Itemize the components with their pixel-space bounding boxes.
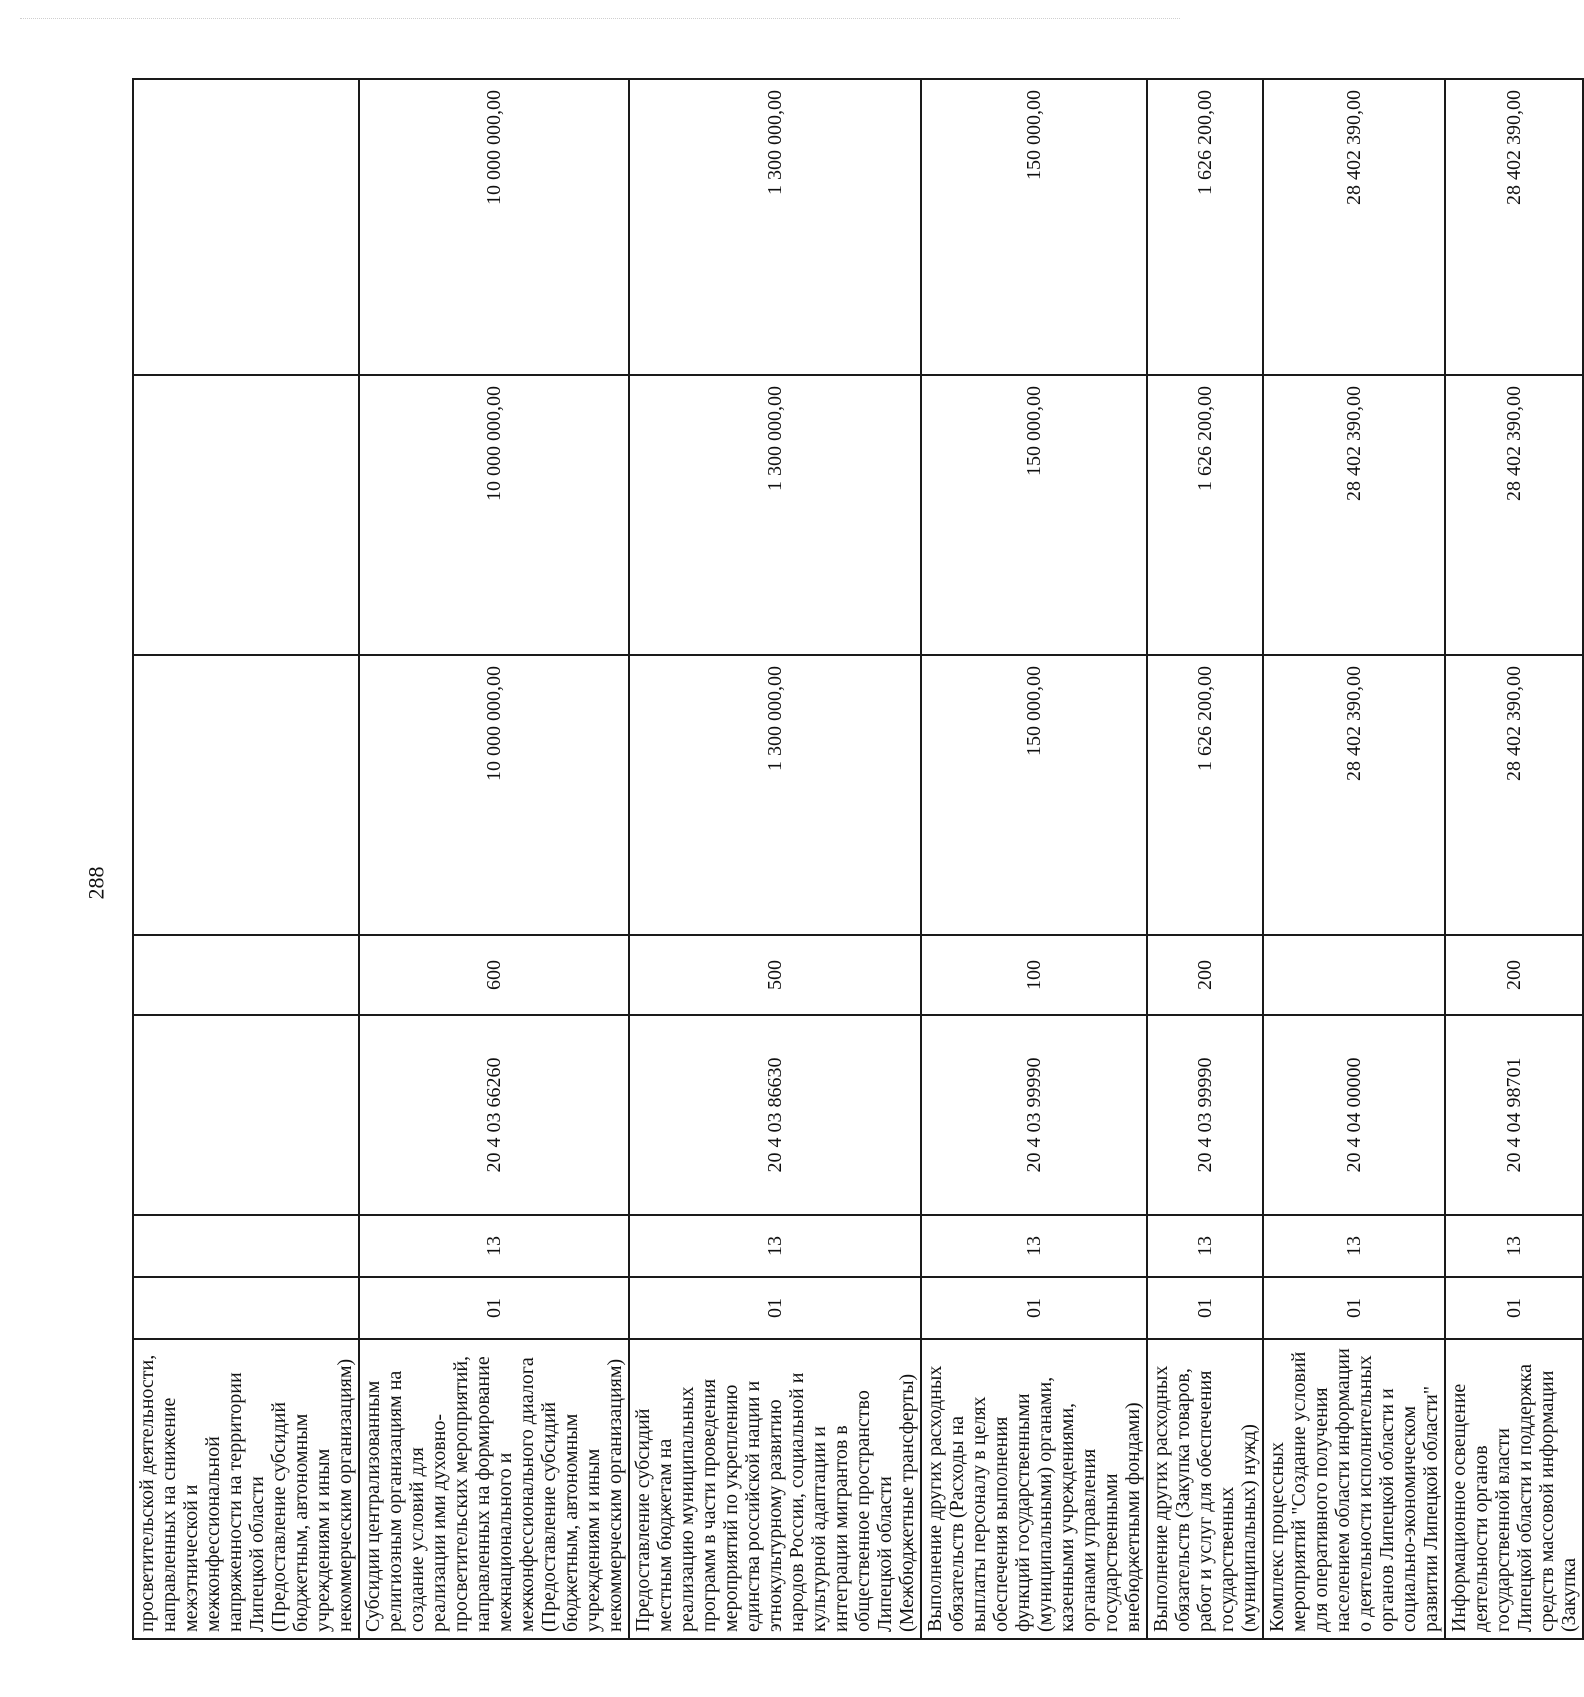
sum-year-3: 1 626 200,00 (1147, 79, 1263, 375)
sum-year-3: 28 402 390,00 (1263, 79, 1445, 375)
sum-year-2 (133, 375, 359, 655)
section-code: 13 (1263, 1215, 1445, 1277)
sum-year-1: 1 300 000,00 (629, 655, 921, 935)
expense-type: 200 (1445, 935, 1583, 1015)
ministry-code: 01 (359, 1277, 629, 1339)
table-row (133, 79, 359, 1639)
section-code: 13 (359, 1215, 629, 1277)
target-code: 20 4 03 66260 (359, 1015, 629, 1215)
ministry-code: 01 (921, 1277, 1147, 1339)
budget-table (132, 78, 1584, 1640)
scan-top-edge (20, 18, 1180, 19)
sum-year-3: 28 402 390,00 (1445, 79, 1583, 375)
expense-type: 200 (1147, 935, 1263, 1015)
table-row (1445, 79, 1583, 1639)
rotated-table-container (132, 80, 1580, 1640)
expense-type (133, 935, 359, 1015)
row-name: Выполнение других расходных обязательств (Расходы на выплаты персоналу в целях обеспечения выполнения функций государственными (муниципальными) органами, казенными учреждениями, органами управления государственными внебюджетными фондами) (921, 1339, 1147, 1639)
section-code (133, 1215, 359, 1277)
section-code: 13 (629, 1215, 921, 1277)
table-row (921, 79, 1147, 1639)
ministry-code (133, 1277, 359, 1339)
target-code: 20 4 03 99990 (1147, 1015, 1263, 1215)
table-row (359, 79, 629, 1639)
row-name: Выполнение других расходных обязательств (Закупка товаров, работ и услуг для обеспечения государственных (муниципальных) нужд) (1147, 1339, 1263, 1639)
sum-year-2: 28 402 390,00 (1445, 375, 1583, 655)
sum-year-1: 28 402 390,00 (1263, 655, 1445, 935)
table-row (1147, 79, 1263, 1639)
sum-year-1: 10 000 000,00 (359, 655, 629, 935)
sum-year-3: 1 300 000,00 (629, 79, 921, 375)
expense-type (1263, 935, 1445, 1015)
sum-year-1: 28 402 390,00 (1445, 655, 1583, 935)
ministry-code: 01 (1445, 1277, 1583, 1339)
target-code: 20 4 04 00000 (1263, 1015, 1445, 1215)
expense-type: 600 (359, 935, 629, 1015)
ministry-code: 01 (629, 1277, 921, 1339)
target-code: 20 4 04 98701 (1445, 1015, 1583, 1215)
sum-year-1 (133, 655, 359, 935)
sum-year-3: 150 000,00 (921, 79, 1147, 375)
sum-year-2: 150 000,00 (921, 375, 1147, 655)
sum-year-2: 10 000 000,00 (359, 375, 629, 655)
ministry-code: 01 (1263, 1277, 1445, 1339)
sum-year-2: 1 300 000,00 (629, 375, 921, 655)
sum-year-3: 10 000 000,00 (359, 79, 629, 375)
page-number: 288 (83, 866, 109, 900)
sum-year-1: 150 000,00 (921, 655, 1147, 935)
row-name: Информационное освещение деятельности органов государственной власти Липецкой области и поддержка средств массовой информации (Закупка (1445, 1339, 1583, 1639)
section-code: 13 (921, 1215, 1147, 1277)
table-row (629, 79, 921, 1639)
target-code: 20 4 03 86630 (629, 1015, 921, 1215)
section-code: 13 (1147, 1215, 1263, 1277)
target-code: 20 4 03 99990 (921, 1015, 1147, 1215)
sum-year-3 (133, 79, 359, 375)
expense-type: 100 (921, 935, 1147, 1015)
expense-type: 500 (629, 935, 921, 1015)
row-name: просветительской деятельности, направленных на снижение межэтнической и межконфессиональной напряженности на территории Липецкой области (Предоставление субсидий бюджетным, автономным учреждениям и иным некоммерческим организациям) (133, 1339, 359, 1639)
sum-year-2: 28 402 390,00 (1263, 375, 1445, 655)
target-code (133, 1015, 359, 1215)
row-name: Предоставление субсидий местным бюджетам на реализацию муниципальных программ в части проведения мероприятий по укреплению единства российской нации и этнокультурному развитию народов России, социальной и культурной адаптации и интеграции мигрантов в общественное пространство Липецкой области (Межбюджетные трансферты) (629, 1339, 921, 1639)
sum-year-2: 1 626 200,00 (1147, 375, 1263, 655)
section-code: 13 (1445, 1215, 1583, 1277)
sum-year-1: 1 626 200,00 (1147, 655, 1263, 935)
table-row (1263, 79, 1445, 1639)
row-name: Комплекс процессных мероприятий "Создание условий для оперативного получения населением области информации о деятельности исполнительных органов Липецкой области и социально-экономическом развитии Липецкой области" (1263, 1339, 1445, 1639)
ministry-code: 01 (1147, 1277, 1263, 1339)
row-name: Субсидии централизованным религиозным организациям на создание условий для реализации ими духовно-просветительских мероприятий, направленных на формирование межнационального и межконфессионального диалога (Предоставление субсидий бюджетным, автономным учреждениям и иным некоммерческим организациям) (359, 1339, 629, 1639)
